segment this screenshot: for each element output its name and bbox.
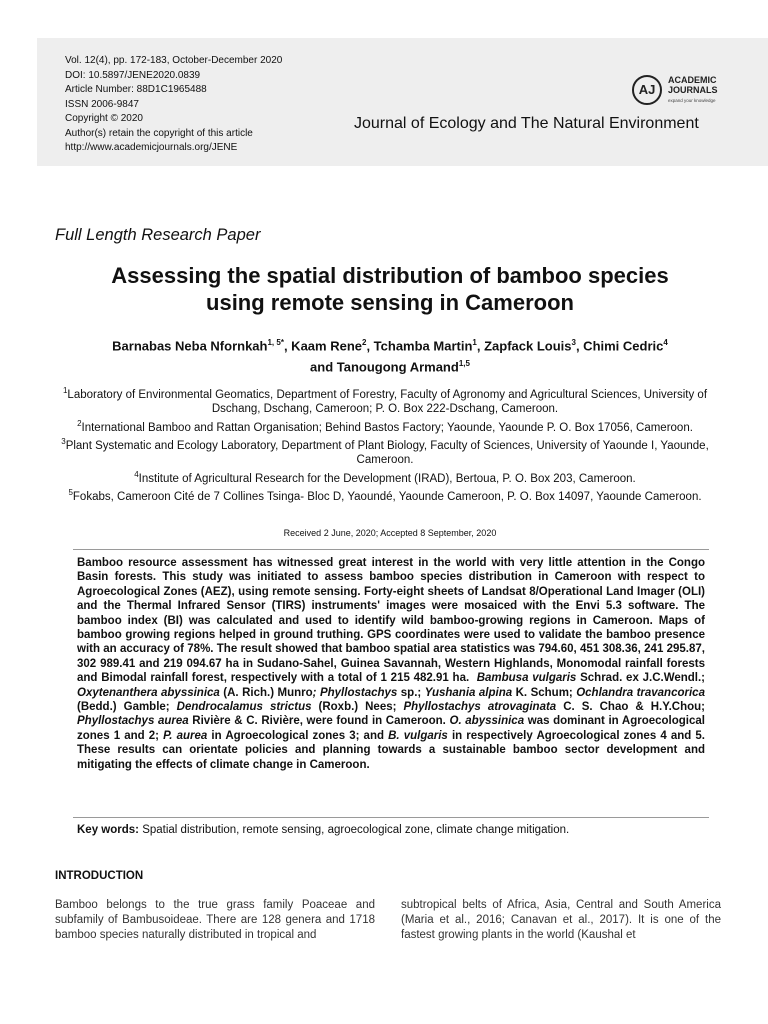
species-name: Phyllostachys aurea	[77, 715, 189, 728]
logo-line2: JOURNALS	[668, 85, 718, 95]
author-name: , Chimi Cedric	[575, 338, 664, 354]
journal-header	[37, 38, 768, 166]
affiliation-item	[55, 417, 715, 435]
abstract-text: in Agroecological zones 3; and	[207, 729, 389, 742]
meta-doi[interactable]: DOI: 10.5897/JENE2020.0839	[65, 69, 201, 81]
author-affil-sup: 1	[472, 338, 477, 347]
author-list	[40, 334, 740, 377]
author-name: , Zapfack Louis	[476, 338, 572, 354]
logo-line1: ACADEMIC	[668, 75, 717, 85]
affiliation-text: International Bamboo and Rattan Organisation; Behind Bastos Factory; Yaounde, Yaounde P. O. Box 17056, Cameroon.	[81, 421, 693, 434]
title-line-2: using remote sensing in Cameroon	[206, 290, 574, 315]
meta-copyright-note: Author(s) retain the copyright of this article	[65, 127, 253, 139]
species-name: Ochlandra travancorica	[576, 686, 705, 699]
affiliation-item	[55, 486, 715, 504]
author-name: and Tanougong Armand	[310, 359, 459, 375]
paper-title	[40, 262, 740, 316]
affiliation-sup: 2	[77, 418, 82, 428]
affiliation-item	[55, 384, 715, 417]
affiliation-sup: 4	[134, 469, 139, 479]
abstract-text: K. Schum;	[512, 686, 577, 699]
article-metadata	[65, 54, 282, 156]
author-name: , Tchamba Martin	[366, 338, 473, 354]
abstract-text: Rivière & C. Rivière, were found in Cameroon.	[188, 715, 450, 728]
author-name: , Kaam Rene	[283, 338, 362, 354]
author-line-1	[40, 334, 740, 355]
introduction-heading: INTRODUCTION	[55, 870, 144, 882]
author-name: Barnabas Neba Nfornkah	[112, 338, 268, 354]
species-name: Dendrocalamus strictus	[176, 701, 312, 714]
abstract-bottom-rule	[73, 817, 709, 818]
affiliation-item	[55, 468, 715, 486]
species-name: Oxytenanthera abyssinica	[77, 686, 220, 699]
author-affil-sup: 3	[571, 338, 576, 347]
species-name: P. aurea	[163, 729, 208, 742]
species-name: Yushania alpina	[424, 686, 513, 699]
meta-article-number: Article Number: 88D1C1965488	[65, 84, 207, 95]
species-name: ; Phyllostachys	[312, 686, 398, 699]
affiliation-text: Plant Systematic and Ecology Laboratory, Department of Plant Biology, Faculty of Sciences, University of Yaounde I, Yaounde, Cameroon.	[65, 439, 709, 467]
abstract-text: Schrad. ex J.C.Wendl.;	[576, 672, 705, 685]
abstract-text: (Bedd.) Gamble;	[77, 701, 177, 714]
logo-wordmark	[668, 75, 718, 95]
paper-type: Full Length Research Paper	[55, 226, 261, 244]
meta-url-link[interactable]: http://www.academicjournals.org/JENE	[65, 142, 238, 153]
intro-column-left: Bamboo belongs to the true grass family Poaceae and subfamily of Bambusoideae. There are 128 genera and 1718 bamboo species naturally distributed in tropical and	[55, 899, 375, 941]
received-date: Received 2 June, 2020; Accepted 8 September, 2020	[283, 528, 497, 538]
affiliations	[55, 384, 715, 505]
abstract-text: was dominant in Agroecological zones 1 and 2;	[77, 715, 705, 742]
affiliation-sup: 3	[61, 437, 66, 447]
species-name: O. abyssinica	[449, 715, 525, 728]
author-line-2	[40, 355, 740, 376]
meta-copyright: Copyright © 2020	[65, 113, 143, 124]
academic-journals-logo	[632, 72, 742, 112]
affiliation-item	[55, 435, 715, 468]
abstract-text: sp.;	[397, 686, 425, 699]
abstract-top-rule	[73, 549, 709, 550]
meta-issn: ISSN 2006-9847	[65, 98, 139, 110]
meta-volume: Vol. 12(4), pp. 172-183, October-December 2020	[65, 55, 283, 66]
abstract-body	[77, 556, 705, 772]
title-line-1: Assessing the spatial distribution of bamboo species	[111, 263, 669, 288]
author-affil-sup: 2	[362, 338, 367, 347]
author-affil-sup: 4	[663, 338, 668, 347]
abstract-text: (Roxb.) Nees;	[311, 701, 404, 714]
abstract-text: Bamboo resource assessment has witnessed great interest in the world with very little attention in the Congo Basin forests. This study was initiated to assess bamboo species distribution in Cameroon with respect to Agroecological Zones (AEZ), using remote sensing. Forty-eight sheets of Landsat 8/Operational Land Imager (OLI) and the Thermal Infrared Sensor (TIRS) instruments' images were mosaiced with the Envi 5.3 software. The bamboo index (BI) was calculated and used to identify wild bamboo-growing regions in Cameroon. Maps of bamboo growing regions helped in ground truthing. GPS coordinates were used to validate the bamboo presence with an accuracy of 78%. The result showed that bamboo spatial area statistics was 794.60, 451 308.36, 241 295.87, 302 989.41 and 219 094.67 ha in Sudano-Sahel, Guinea Savannah, Western Highlands, Monomodal rainfall forests and Bimodal rainfall forest, respectively with a total of 1 215 482.91 ha.	[77, 557, 705, 685]
author-affil-sup: 1, 5*	[267, 338, 284, 347]
journal-name: Journal of Ecology and The Natural Environment	[354, 115, 699, 132]
academic-journals-logo-icon: AJ	[632, 75, 662, 105]
keywords-text: Spatial distribution, remote sensing, agroecological zone, climate change mitigation.	[139, 824, 570, 836]
abstract-text: in respectively Agroecological zones 4 and 5. These results can orientate policies and planning towards a sustainable bamboo sector development and mitigating the effects of climate change in Cameroon.	[77, 729, 705, 771]
affiliation-text: Fokabs, Cameroon Cité de 7 Collines Tsinga- Bloc D, Yaoundé, Yaounde Cameroon, P. O. Box 14097, Yaounde Cameroon.	[72, 491, 702, 504]
author-affil-sup: 1,5	[458, 359, 470, 369]
species-name: Phyllostachys atrovaginata	[403, 701, 557, 714]
affiliation-sup: 1	[62, 386, 68, 395]
species-name: B. vulgaris	[388, 729, 448, 742]
abstract-text: (A. Rich.) Munro	[219, 686, 313, 699]
keywords	[77, 824, 717, 836]
logo-tagline: expand your knowledge	[668, 98, 716, 103]
affiliation-text: Institute of Agricultural Research for the Development (IRAD), Bertoua, P. O. Box 203, Cameroon.	[138, 472, 636, 485]
keywords-label: Key words:	[77, 824, 139, 836]
affiliation-text: Laboratory of Environmental Geomatics, Department of Forestry, Faculty of Agronomy and Agricultural Sciences, University of Dschang, Dschang, Cameroon; P. O. Box 222-Dschang, Cameroon.	[67, 388, 708, 416]
affiliation-sup: 5	[68, 488, 73, 498]
species-name: Bambusa vulgaris	[476, 672, 577, 685]
abstract-text: C. S. Chao & H.Y.Chou;	[556, 701, 706, 714]
intro-column-right: subtropical belts of Africa, Asia, Central and South America (Maria et al., 2016; Canavan et al., 2017). It is one of the fastest growing plants in the world (Kaushal et	[401, 899, 721, 941]
